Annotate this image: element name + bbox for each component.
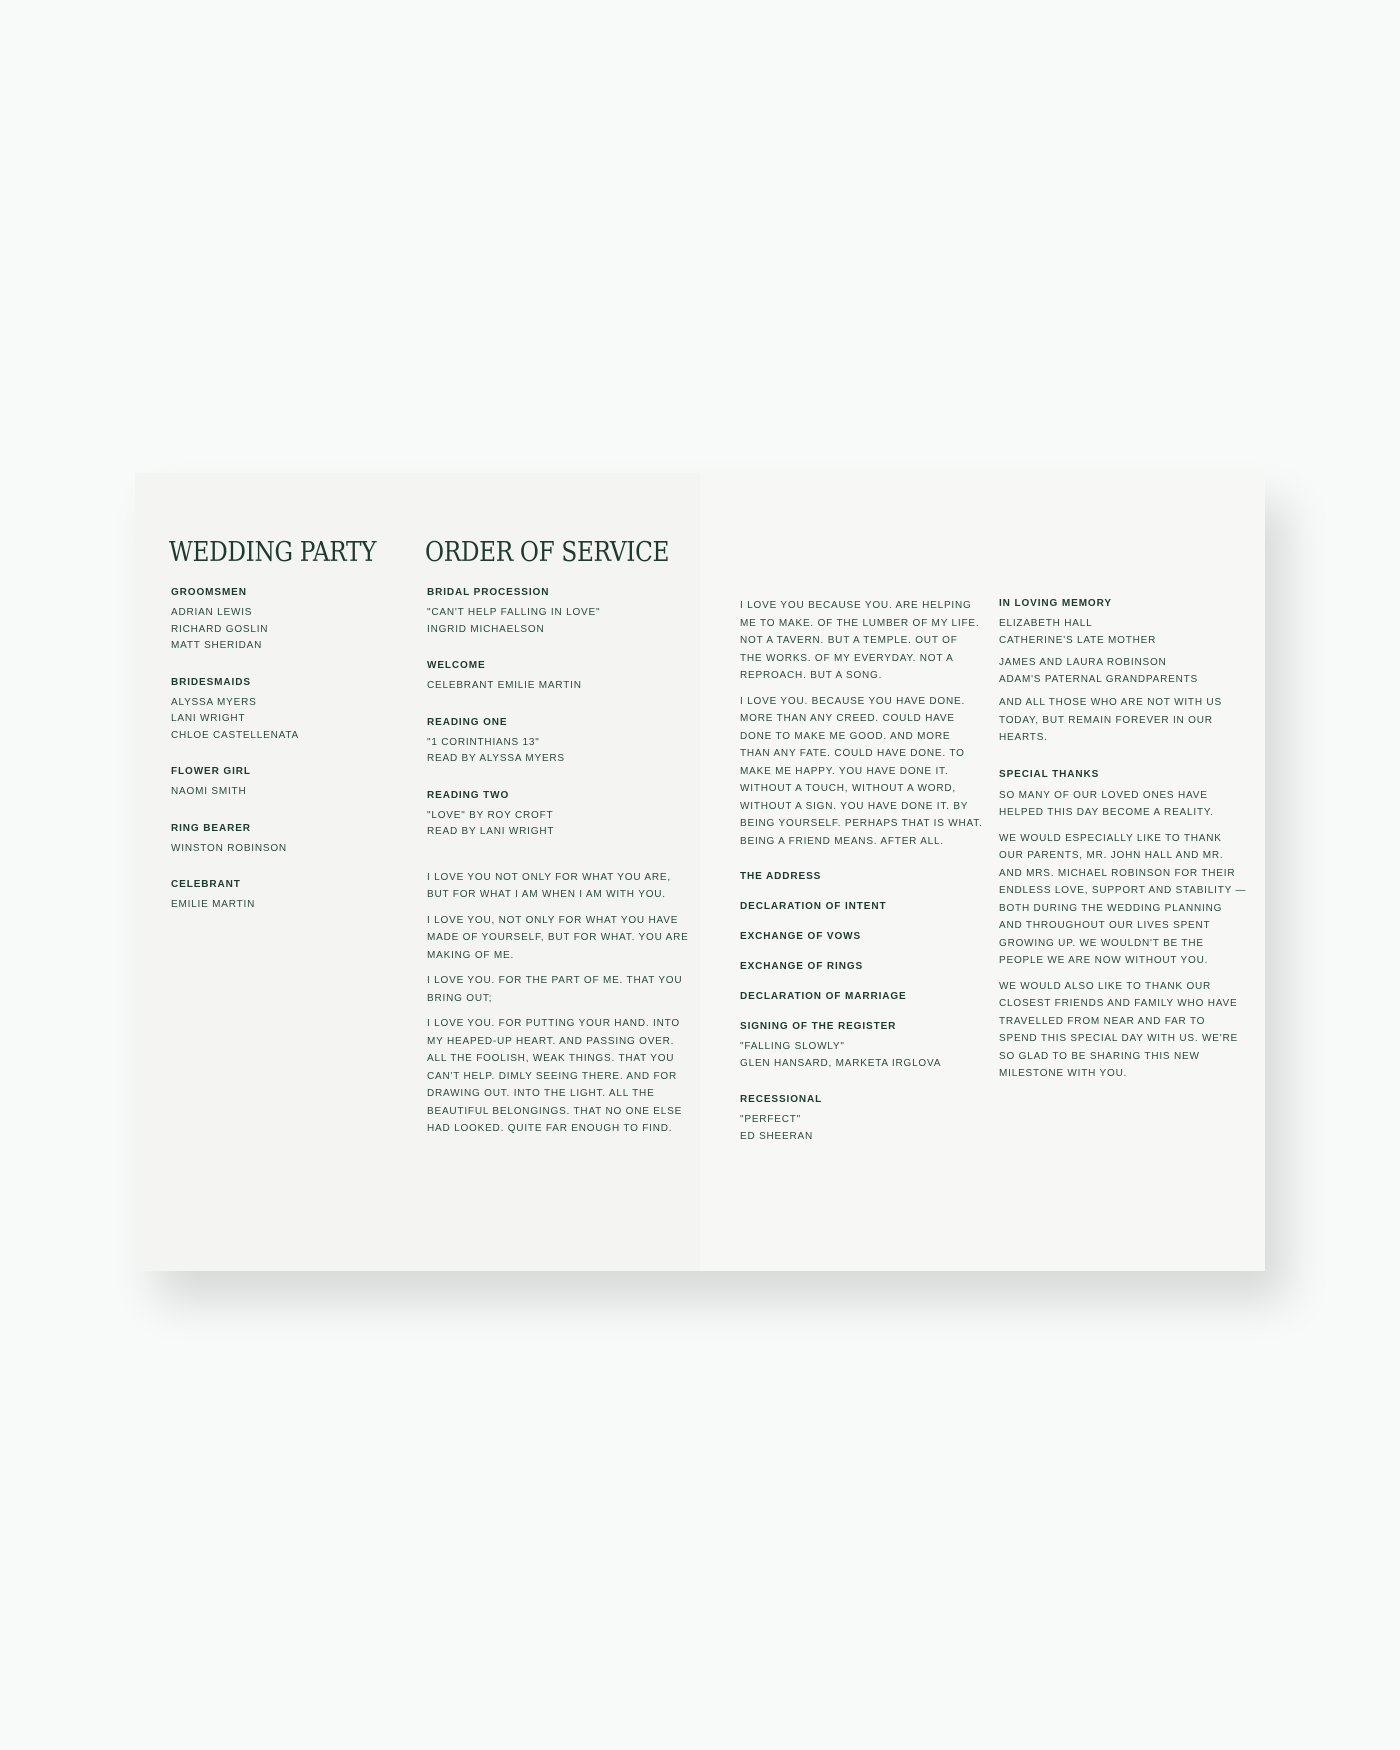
party-group-ring-bearer	[169, 822, 409, 858]
party-name: ADRIAN LEWIS	[171, 607, 253, 618]
party-name: LANI WRIGHT	[171, 713, 246, 724]
service-item-line: "CAN'T HELP FALLING IN LOVE"	[427, 607, 601, 618]
poem-paragraph: I LOVE YOU. FOR THE PART OF ME. THAT YOU BRING OUT;	[427, 975, 683, 1004]
party-group-flower-girl	[169, 765, 409, 801]
service-item-label: READING ONE	[427, 716, 508, 728]
memory-relation: CATHERINE'S LATE MOTHER	[999, 634, 1157, 646]
party-group-bridesmaids	[169, 676, 409, 745]
order-of-service-title: ORDER OF SERVICE	[425, 537, 670, 568]
service-item-reading-two	[425, 789, 695, 841]
memory-entry	[997, 655, 1247, 688]
service-item-line: "PERFECT"	[740, 1114, 801, 1125]
thanks-paragraph: WE WOULD ESPECIALLY LIKE TO THANK OUR PARENTS, MR. JOHN HALL AND MR. AND MRS. MICHAEL ROBINSON FOR THEIR ENDLESS LOVE, SUPPORT AND STABILITY — BOTH DURING THE WEDDING PLANNING AND THROUGHOUT OUR LIVES SPENT GROWING UP. WE WOULDN'T BE THE PEOPLE WE ARE NOW WITHOUT YOU.	[999, 832, 1247, 966]
memory-entry	[997, 616, 1247, 649]
wedding-party-column	[169, 473, 409, 935]
party-name: EMILIE MARTIN	[171, 899, 256, 910]
memory-closing: AND ALL THOSE WHO ARE NOT WITH US TODAY, BUT REMAIN FOREVER IN OUR HEARTS.	[999, 697, 1222, 743]
order-continued-column	[738, 473, 983, 1166]
service-item-line: ED SHEERAN	[740, 1130, 814, 1142]
party-group-groomsmen	[169, 586, 409, 655]
memory-name: JAMES AND LAURA ROBINSON	[999, 657, 1167, 668]
service-item-bridal-procession	[425, 586, 695, 638]
service-item-line: READ BY LANI WRIGHT	[427, 826, 555, 837]
party-name: MATT SHERIDAN	[171, 640, 263, 651]
wedding-party-title: WEDDING PARTY	[169, 537, 377, 568]
thanks-paragraph: SO MANY OF OUR LOVED ONES HAVE HELPED THIS DAY BECOME A REALITY.	[999, 789, 1214, 818]
service-item-label: SIGNING OF THE REGISTER	[740, 1021, 897, 1032]
party-name: WINSTON ROBINSON	[171, 842, 287, 854]
poem-paragraph: I LOVE YOU. FOR PUTTING YOUR HAND. INTO MY HEAPED-UP HEART. AND PASSING OVER. ALL THE FOOLISH, WEAK THINGS. THAT YOU CAN'T HELP. DIMLY SEEING THERE. AND FOR DRAWING OUT. INTO THE LIGHT. ALL THE BEAUTIFUL BELONGINGS. THAT NO ONE ELSE HAD LOOKED. QUITE FAR ENOUGH TO FIND.	[427, 1018, 683, 1134]
party-group-label: RING BEARER	[171, 822, 251, 834]
party-group-celebrant	[169, 878, 409, 914]
service-item-reading-one	[425, 716, 695, 768]
service-item-line: READ BY ALYSSA MYERS	[427, 753, 565, 764]
order-of-service-column	[425, 473, 695, 1146]
service-item-line: CELEBRANT EMILIE MARTIN	[427, 680, 582, 691]
memory-relation: ADAM'S PATERNAL GRANDPARENTS	[999, 673, 1198, 685]
service-item-line: "FALLING SLOWLY"	[740, 1041, 845, 1052]
thanks-label: SPECIAL THANKS	[999, 768, 1100, 780]
service-item-signing	[738, 1020, 983, 1072]
service-item-line: "LOVE" BY ROY CROFT	[427, 809, 554, 821]
service-item-label: WELCOME	[427, 660, 486, 671]
poem-paragraph: I LOVE YOU NOT ONLY FOR WHAT YOU ARE, BUT FOR WHAT I AM WHEN I AM WITH YOU.	[427, 871, 671, 900]
service-item-line: INGRID MICHAELSON	[427, 623, 545, 635]
poem-paragraph: I LOVE YOU BECAUSE YOU. ARE HELPING ME TO MAKE. OF THE LUMBER OF MY LIFE. NOT A TAVERN. BUT A TEMPLE. OUT OF THE WORKS. OF MY EVERYDAY. NOT A REPROACH. BUT A SONG.	[740, 600, 980, 681]
memory-name: ELIZABETH HALL	[999, 618, 1093, 629]
reading-poem	[425, 869, 695, 1138]
service-step-vows: EXCHANGE OF VOWS	[740, 931, 862, 942]
service-step-rings: EXCHANGE OF RINGS	[740, 961, 864, 972]
service-item-line: "1 CORINTHIANS 13"	[427, 736, 540, 748]
service-item-welcome	[425, 659, 695, 695]
service-item-label: READING TWO	[427, 789, 510, 801]
service-item-recessional	[738, 1093, 983, 1145]
service-step-address: THE ADDRESS	[740, 871, 822, 882]
party-group-label: GROOMSMEN	[171, 587, 247, 598]
poem-paragraph: I LOVE YOU. BECAUSE YOU HAVE DONE. MORE THAN ANY CREED. COULD HAVE DONE TO MAKE ME GOOD. AND MORE THAN ANY FATE. COULD HAVE DONE. TO MAKE ME HAPPY. YOU HAVE DONE IT. WITHOUT A TOUCH, WITHOUT A WORD, WITHOUT A SIGN. YOU HAVE DONE IT. BY BEING YOURSELF. PERHAPS THAT IS WHAT. BEING A FRIEND MEANS. AFTER ALL.	[740, 695, 983, 847]
party-group-label: FLOWER GIRL	[171, 766, 251, 777]
party-group-label: CELEBRANT	[171, 879, 241, 890]
in-loving-memory-section	[997, 597, 1247, 747]
poem-paragraph: I LOVE YOU, NOT ONLY FOR WHAT YOU HAVE MADE OF YOURSELF, BUT FOR WHAT. YOU ARE MAKING OF ME.	[427, 914, 689, 961]
service-item-label: BRIDAL PROCESSION	[427, 587, 550, 598]
party-group-label: BRIDESMAIDS	[171, 676, 251, 688]
service-step-intent: DECLARATION OF INTENT	[740, 901, 887, 912]
party-name: ALYSSA MYERS	[171, 696, 257, 708]
party-name: NAOMI SMITH	[171, 786, 247, 797]
special-thanks-section	[997, 768, 1247, 1083]
party-name: CHLOE CASTELLENATA	[171, 729, 299, 741]
party-name: RICHARD GOSLIN	[171, 623, 269, 635]
service-item-line: GLEN HANSARD, MARKETA IRGLOVA	[740, 1057, 942, 1069]
memory-thanks-column	[997, 473, 1247, 1104]
memory-label: IN LOVING MEMORY	[999, 598, 1112, 609]
service-step-marriage: DECLARATION OF MARRIAGE	[740, 991, 907, 1002]
wedding-program-booklet	[135, 473, 1265, 1271]
service-item-label: RECESSIONAL	[740, 1094, 823, 1105]
thanks-paragraph: WE WOULD ALSO LIKE TO THANK OUR CLOSEST FRIENDS AND FAMILY WHO HAVE TRAVELLED FROM NEAR AND FAR TO SPEND THIS SPECIAL DAY WITH US. WE'RE SO GLAD TO BE SHARING THIS NEW MILESTONE WITH YOU.	[999, 980, 1238, 1079]
